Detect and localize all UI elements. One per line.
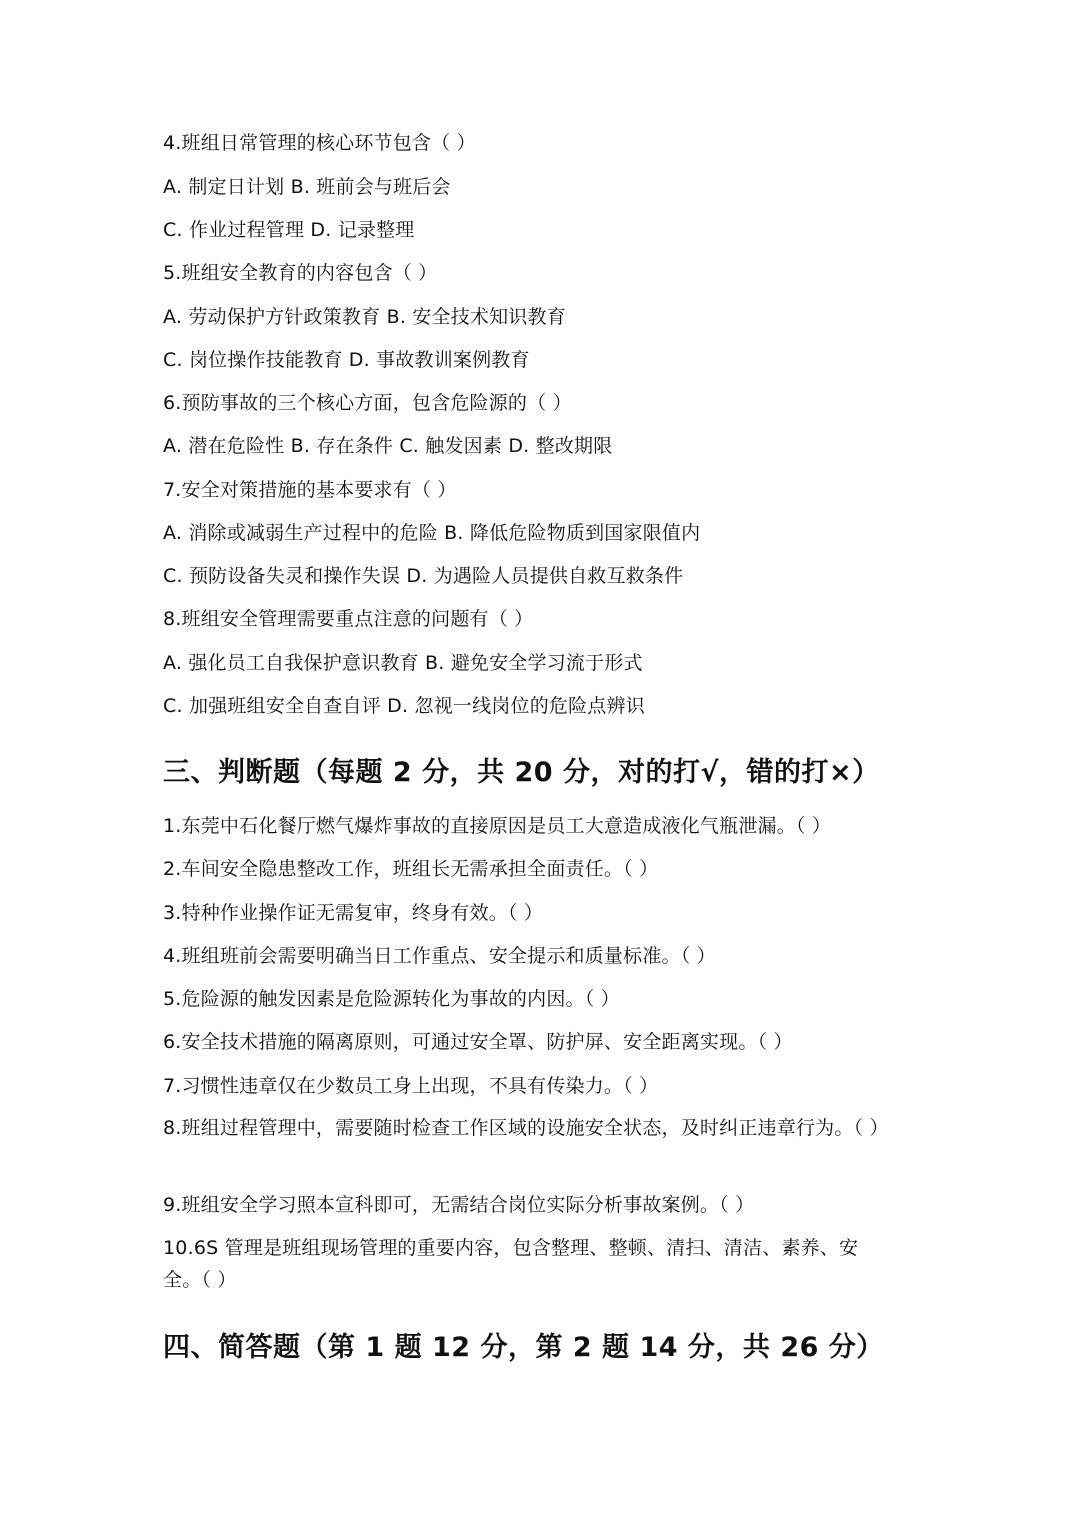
question-6: 6.预防事故的三个核心方面，包含危险源的（ ） <box>163 392 572 414</box>
question-5-options-cd: C. 岗位操作技能教育 D. 事故教训案例教育 <box>163 349 530 371</box>
judgment-item-9: 9.班组安全学习照本宣科即可，无需结合岗位实际分析事故案例。（ ） <box>163 1194 755 1216</box>
question-4-options-cd: C. 作业过程管理 D. 记录整理 <box>163 219 415 241</box>
short-answer-section-heading: 四、简答题（第 1 题 12 分，第 2 题 14 分，共 26 分） <box>163 1332 884 1363</box>
judgment-item-6: 6.安全技术措施的隔离原则，可通过安全罩、防护屏、安全距离实现。（ ） <box>163 1031 793 1053</box>
judgment-item-3: 3.特种作业操作证无需复审，终身有效。（ ） <box>163 902 544 924</box>
question-8-options-ab: A. 强化员工自我保护意识教育 B. 避免安全学习流于形式 <box>163 652 643 674</box>
judgment-item-10: 10.6S 管理是班组现场管理的重要内容，包含整理、整顿、清扫、清洁、素养、安全。（ ） <box>163 1237 859 1291</box>
judgment-item-2: 2.车间安全隐患整改工作，班组长无需承担全面责任。（ ） <box>163 858 659 880</box>
question-6-options: A. 潜在危险性 B. 存在条件 C. 触发因素 D. 整改期限 <box>163 435 613 457</box>
question-5-options-ab: A. 劳动保护方针政策教育 B. 安全技术知识教育 <box>163 306 566 328</box>
question-8-options-cd: C. 加强班组安全自查自评 D. 忽视一线岗位的危险点辨识 <box>163 695 645 717</box>
question-5: 5.班组安全教育的内容包含（ ） <box>163 262 438 284</box>
question-7-options-ab: A. 消除或减弱生产过程中的危险 B. 降低危险物质到国家限值内 <box>163 522 701 544</box>
judgment-section-heading: 三、判断题（每题 2 分，共 20 分，对的打√，错的打×） <box>163 757 880 788</box>
judgment-item-1: 1.东莞中石化餐厅燃气爆炸事故的直接原因是员工大意造成液化气瓶泄漏。（ ） <box>163 815 832 837</box>
judgment-item-4: 4.班组班前会需要明确当日工作重点、安全提示和质量标准。（ ） <box>163 945 716 967</box>
question-4: 4.班组日常管理的核心环节包含（ ） <box>163 132 476 154</box>
question-8: 8.班组安全管理需要重点注意的问题有（ ） <box>163 608 534 630</box>
question-4-options-ab: A. 制定日计划 B. 班前会与班后会 <box>163 176 451 198</box>
judgment-item-7: 7.习惯性违章仅在少数员工身上出现，不具有传染力。（ ） <box>163 1075 659 1097</box>
judgment-item-5: 5.危险源的触发因素是危险源转化为事故的内因。（ ） <box>163 988 620 1010</box>
question-7-options-cd: C. 预防设备失灵和操作失误 D. 为遇险人员提供自救互救条件 <box>163 565 684 587</box>
question-7: 7.安全对策措施的基本要求有（ ） <box>163 479 457 501</box>
judgment-item-8: 8.班组过程管理中，需要随时检查工作区域的设施安全状态，及时纠正违章行为。（ ） <box>163 1117 889 1139</box>
